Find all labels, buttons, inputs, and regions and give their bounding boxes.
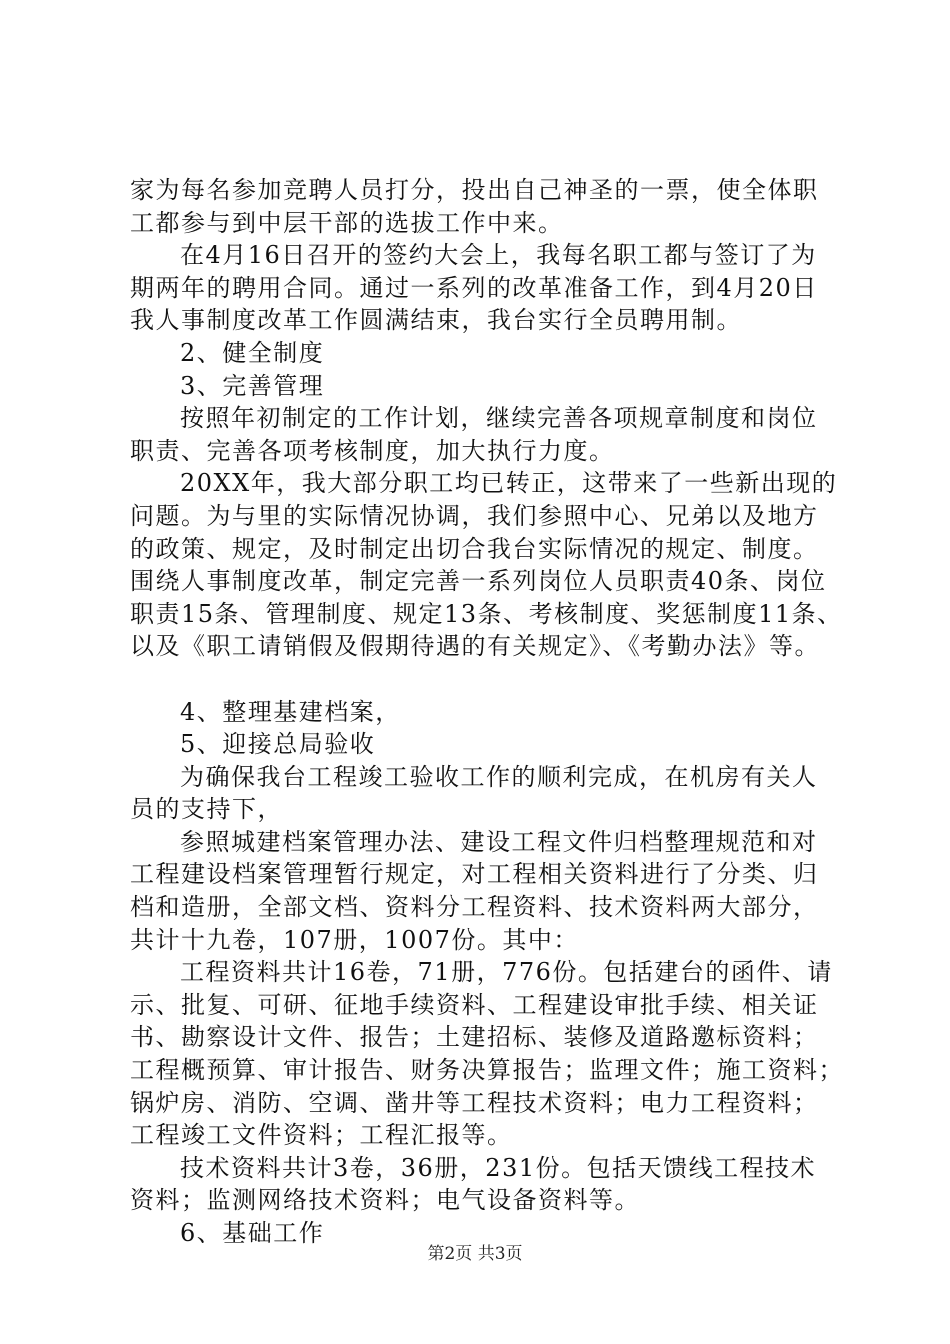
text-line: 技术资料共计3卷，36册，231份。包括天馈线工程技术: [180, 1153, 817, 1182]
text-line: 围绕人事制度改革，制定完善一系列岗位人员职责40条、岗位: [130, 567, 827, 596]
section-heading: 5、迎接总局验收: [180, 730, 376, 759]
text-line: 以及《职工请销假及假期待遇的有关规定》、《考勤办法》等。: [130, 632, 820, 661]
text-line: 工程竣工文件资料；工程汇报等。: [130, 1121, 513, 1150]
text-line: 问题。为与里的实际情况协调，我们参照中心、兄弟以及地方: [130, 501, 819, 530]
text-line: 期两年的聘用合同。通过一系列的改革准备工作，到4月20日: [130, 273, 818, 302]
text-line: 工都参与到中层干部的选拔工作中来。: [130, 208, 564, 237]
section-heading: 3、完善管理: [180, 371, 325, 400]
paragraph-gap: [130, 663, 850, 696]
text-line: 为确保我台工程竣工验收工作的顺利完成，在机房有关人: [180, 762, 818, 791]
page-number-footer: 第2页 共3页: [427, 1244, 523, 1264]
text-line: 工程建设档案管理暂行规定，对工程相关资料进行了分类、归: [130, 860, 819, 889]
text-line: 工程概预算、审计报告、财务决算报告；监理文件；施工资料；: [130, 1056, 844, 1085]
section-heading: 6、基础工作: [180, 1219, 325, 1247]
text-line: 书、勘察设计文件、报告；土建招标、装修及道路邀标资料；: [130, 1023, 819, 1052]
text-line: 锅炉房、消防、空调、凿井等工程技术资料；电力工程资料；: [130, 1088, 819, 1117]
section-heading: 4、整理基建档案，: [180, 697, 401, 726]
text-line: 资料；监测网络技术资料；电气设备资料等。: [130, 1186, 640, 1215]
text-line: 档和造册，全部文档、资料分工程资料、技术资料两大部分，: [130, 893, 819, 922]
text-line: 示、批复、可研、征地手续资料、工程建设审批手续、相关证: [130, 990, 819, 1019]
text-line: 参照城建档案管理办法、建设工程文件归档整理规范和对: [180, 827, 818, 856]
document-body: [130, 174, 850, 1250]
section-heading: 2、健全制度: [180, 338, 325, 367]
text-line: 工程资料共计16卷，71册，776份。包括建台的函件、请: [180, 958, 833, 987]
text-line: 的政策、规定，及时制定出切合我台实际情况的规定、制度。: [130, 534, 819, 563]
text-line: 20XX年，我大部分职工均已转正，这带来了一些新出现的: [180, 469, 838, 498]
text-line: 我人事制度改革工作圆满结束，我台实行全员聘用制。: [130, 306, 742, 335]
text-line: 共计十九卷，107册，1007份。其中：: [130, 925, 579, 954]
text-line: 按照年初制定的工作计划，继续完善各项规章制度和岗位: [180, 404, 818, 433]
text-line: 职责15条、管理制度、规定13条、考核制度、奖惩制度11条、: [130, 599, 843, 628]
text-line: 职责、完善各项考核制度，加大执行力度。: [130, 436, 615, 465]
text-line: 在4月16日召开的签约大会上，我每名职工都与签订了为: [180, 241, 817, 270]
text-line: 家为每名参加竞聘人员打分，投出自己神圣的一票，使全体职: [130, 176, 819, 204]
text-line: 员的支持下，: [130, 795, 283, 824]
